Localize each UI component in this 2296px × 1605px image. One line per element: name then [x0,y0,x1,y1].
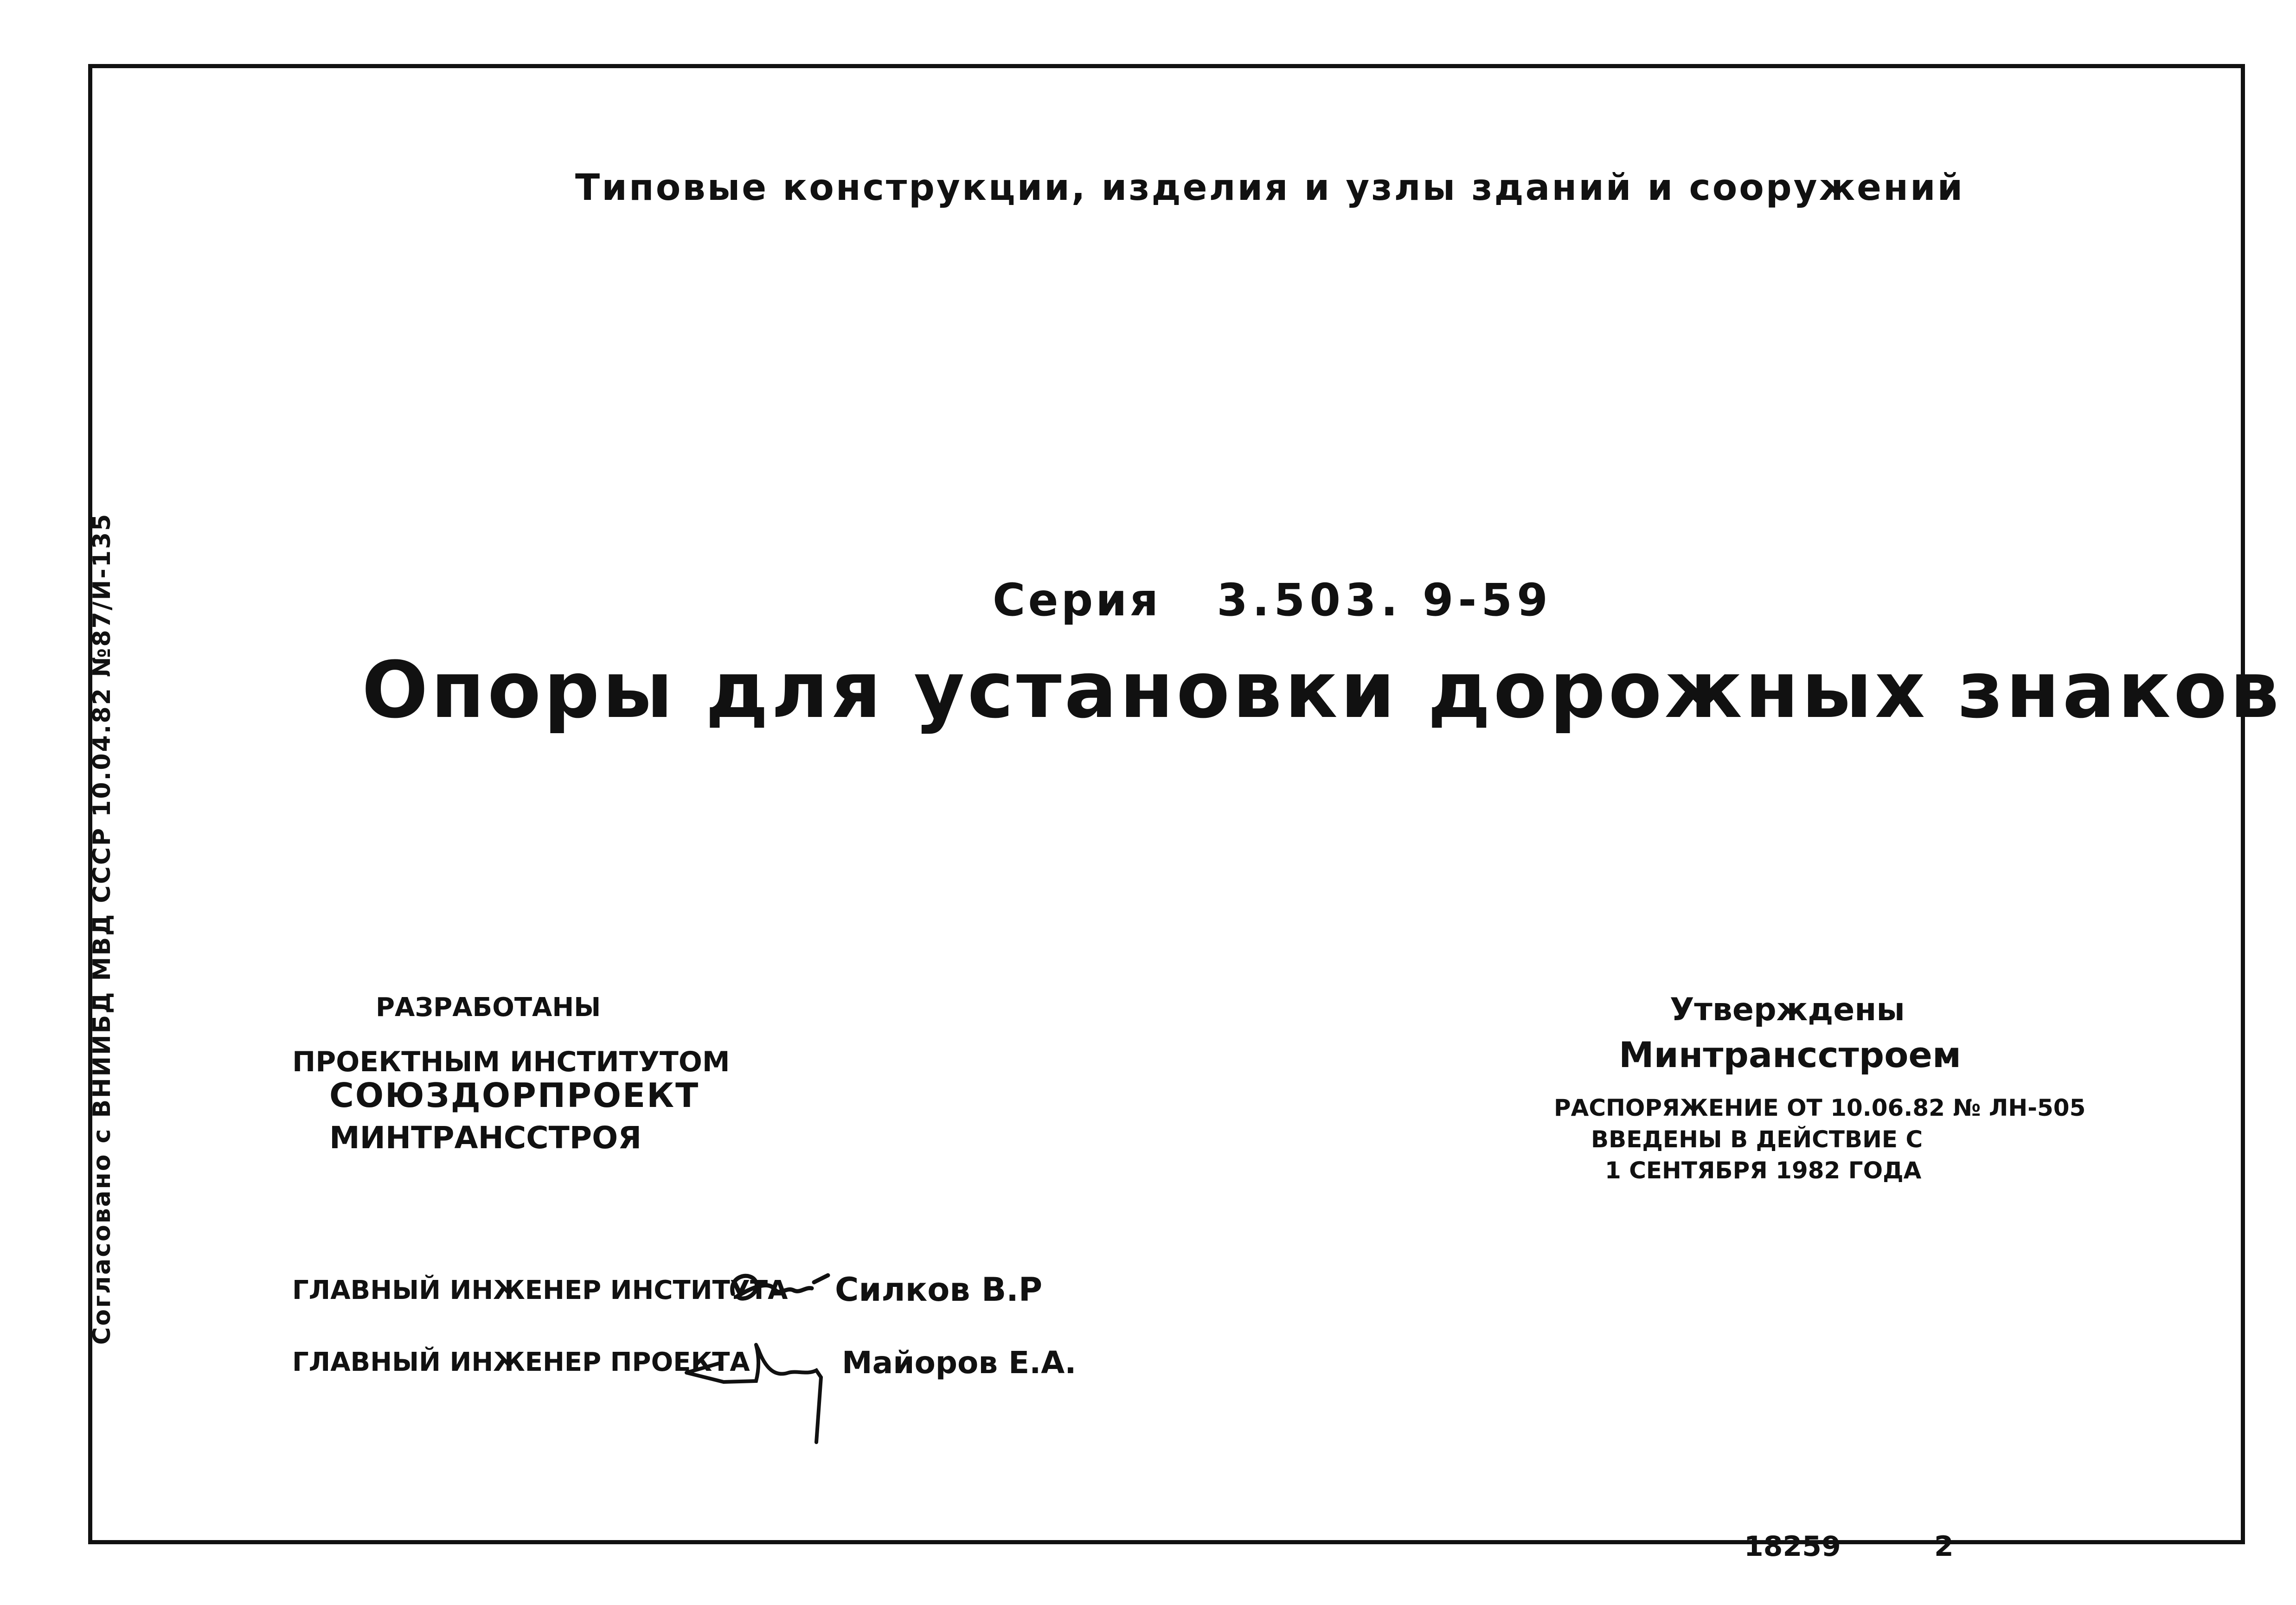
footer-page-number: 2 [1934,1530,1954,1563]
developed-heading: РАЗРАБОТАНЫ [376,992,601,1023]
sheet-border [88,64,2245,1544]
developed-line-3: МИНТРАНССТРОЯ [329,1120,642,1156]
approved-line-4: 1 СЕНТЯБРЯ 1982 ГОДА [1605,1157,1922,1184]
series-header: Типовые конструкции, изделия и узлы зданий и сооружений [575,167,1965,209]
institute-engineer-name: Силков В.Р [835,1271,1043,1309]
approved-line-1: Минтрансстроем [1619,1034,1962,1075]
series-number: 3.503. 9-59 [1217,574,1552,626]
project-engineer-name: Майоров Е.А. [842,1345,1077,1381]
footer-number: 18259 [1744,1530,1841,1563]
series-line [993,574,1552,626]
developed-line-1: ПРОЕКТНЫМ ИНСТИТУТОМ [292,1046,730,1078]
project-engineer-role: ГЛАВНЫЙ ИНЖЕНЕР ПРОЕКТА [292,1347,750,1377]
approved-line-3: ВВЕДЕНЫ В ДЕЙСТВИЕ С [1591,1126,1923,1153]
approval-side-note: Согласовано с ВНИИБД МВД СССР 10.04.82 №87/И-135 [88,512,116,1345]
developed-line-2: СОЮЗДОРПРОЕКТ [329,1076,700,1115]
approved-line-2: РАСПОРЯЖЕНИЕ ОТ 10.06.82 № ЛН-505 [1554,1094,2086,1121]
institute-signature [724,1261,835,1317]
approved-heading: Утверждены [1670,991,1905,1028]
institute-engineer-role: ГЛАВНЫЙ ИНЖЕНЕР ИНСТИТУТА [292,1275,788,1305]
project-signature [682,1326,844,1456]
series-label: Серия [993,574,1161,626]
document-title: Опоры для установки дорожных знаков [362,645,2282,735]
